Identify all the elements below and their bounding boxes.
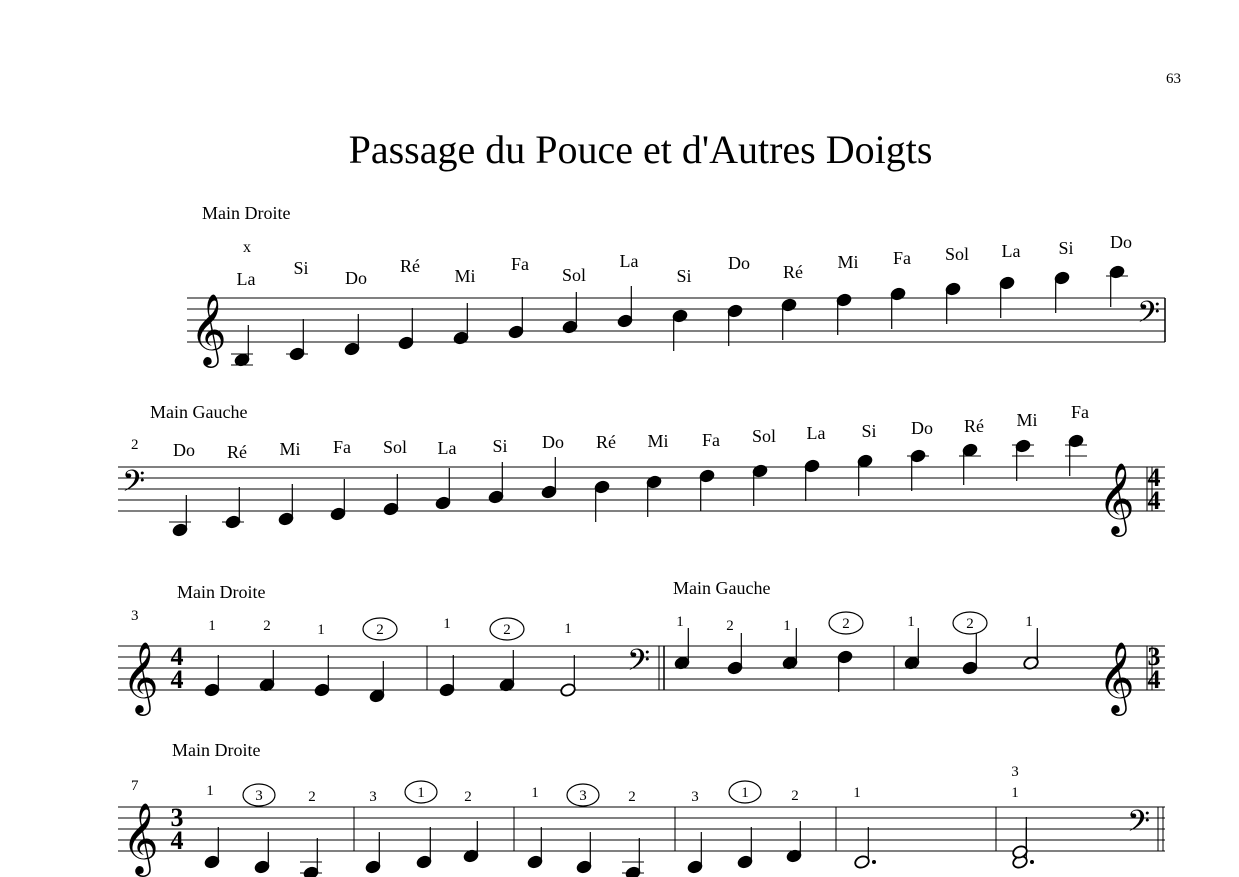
note-name-label: Ré — [783, 262, 803, 282]
fingering-number: 1 — [443, 616, 451, 632]
note — [1023, 628, 1040, 671]
note-name-label: Do — [911, 418, 933, 438]
note — [594, 479, 611, 522]
note — [622, 838, 644, 877]
note — [560, 655, 577, 698]
note-name-label: La — [236, 269, 256, 289]
note — [959, 442, 981, 485]
note — [907, 448, 929, 491]
note — [962, 633, 979, 676]
fingering-number: 2 — [726, 618, 734, 634]
note — [254, 832, 271, 875]
fingering-number: 2 — [263, 618, 271, 634]
fingering-number: 2 — [464, 789, 472, 805]
note-name-label: Si — [861, 421, 877, 441]
fingering-number: 3 — [691, 789, 699, 805]
fingering-number: 1 — [783, 618, 791, 634]
note-name-label: Fa — [702, 430, 720, 450]
fingering-number: 1 — [317, 622, 325, 638]
note — [398, 308, 415, 351]
note-name-label: Sol — [751, 426, 777, 446]
note — [488, 462, 505, 505]
hand-label: Main Droite — [172, 740, 261, 760]
fingering-number: 1 — [564, 621, 572, 637]
note — [463, 821, 480, 864]
staff-system-2 — [118, 467, 1165, 511]
staff-system-4 — [118, 807, 1165, 851]
measure-number: 2 — [131, 437, 139, 453]
note — [699, 468, 716, 511]
note — [727, 633, 744, 676]
note — [674, 628, 691, 671]
note — [499, 650, 516, 693]
note-name-label: La — [806, 423, 826, 443]
note-name-label: La — [1001, 241, 1021, 261]
note — [804, 458, 821, 501]
fingering-number: 1 — [208, 618, 216, 634]
note-name-label: Do — [345, 268, 367, 288]
note — [786, 821, 803, 864]
bass-clef-icon: 𝄢 — [122, 465, 146, 505]
note — [945, 281, 962, 324]
note — [416, 827, 433, 870]
note-name-label: Ré — [400, 256, 420, 276]
fingering-number: 2 — [308, 789, 316, 805]
time-signature-denominator: 4 — [1147, 665, 1161, 694]
note — [999, 275, 1016, 318]
note-name-label: Sol — [382, 437, 408, 457]
fingering-number: 1 — [907, 614, 915, 630]
note-name-label: Fa — [511, 254, 529, 274]
fingering-number: 3 — [579, 788, 587, 804]
hand-label: Main Gauche — [150, 402, 248, 422]
note-name-label: Ré — [227, 442, 247, 462]
time-signature-numerator: 3 — [1147, 642, 1161, 671]
note — [836, 292, 853, 335]
note — [222, 487, 244, 530]
note-name-label: La — [619, 251, 639, 271]
bass-clef-icon: 𝄢 — [1137, 296, 1161, 336]
note-name-label: Do — [1110, 232, 1132, 252]
note-name-label: Fa — [893, 248, 911, 268]
fingering-number: 1 — [417, 785, 425, 801]
time-signature-numerator: 4 — [1147, 463, 1161, 492]
fingering-number: 1 — [676, 614, 684, 630]
note — [837, 649, 854, 692]
note — [204, 827, 221, 870]
note-name-label: Fa — [333, 437, 351, 457]
treble-clef-icon: 𝄞 — [1098, 465, 1135, 533]
note — [727, 303, 744, 346]
note — [1012, 817, 1029, 860]
note-name-label: Do — [542, 432, 564, 452]
note-name-label: Si — [1058, 238, 1074, 258]
note — [365, 832, 382, 875]
bass-clef-icon: 𝄢 — [627, 644, 651, 684]
note-name-label: Sol — [561, 265, 587, 285]
note — [890, 286, 907, 329]
note — [737, 827, 754, 870]
time-signature-numerator: 3 — [170, 803, 184, 832]
above-mark: x — [243, 239, 251, 256]
fingering-number: 1 — [531, 785, 539, 801]
note — [904, 628, 921, 671]
page-title: Passage du Pouce et d'Autres Doigts — [348, 127, 933, 172]
treble-clef-icon: 𝄞 — [122, 644, 159, 712]
note — [1065, 433, 1087, 476]
note-name-label: Sol — [944, 244, 970, 264]
note — [617, 286, 634, 329]
note — [576, 832, 593, 875]
fingering-number: 2 — [376, 622, 384, 638]
note — [439, 655, 456, 698]
note-name-label: Fa — [1071, 402, 1089, 422]
note-name-label: Ré — [596, 432, 616, 452]
note — [259, 650, 276, 693]
note — [286, 319, 308, 362]
note-name-label: Mi — [454, 266, 476, 286]
note — [781, 297, 798, 340]
time-signature-denominator: 4 — [1147, 486, 1161, 515]
note-name-label: Si — [492, 436, 508, 456]
note — [508, 297, 525, 340]
fingering-number: 2 — [966, 616, 974, 632]
hand-label: Main Droite — [202, 203, 291, 223]
fingering-number: 2 — [842, 616, 850, 632]
measure-number: 7 — [131, 778, 139, 794]
hand-label: Main Droite — [177, 582, 266, 602]
fingering-number: 1 — [1025, 614, 1033, 630]
note — [383, 474, 400, 517]
note — [1106, 264, 1128, 307]
note — [204, 655, 221, 698]
fingering-number: 1 — [1011, 785, 1019, 801]
bass-clef-icon: 𝄢 — [1127, 805, 1151, 845]
fingering-number: 1 — [853, 785, 861, 801]
note — [672, 308, 689, 351]
note — [169, 495, 191, 538]
note — [366, 661, 388, 704]
note — [300, 838, 322, 877]
note — [854, 827, 876, 870]
page-number: 63 — [1166, 71, 1181, 87]
time-signature-denominator: 4 — [170, 826, 184, 855]
fingering-number: 3 — [369, 789, 377, 805]
note-name-label: Si — [293, 258, 309, 278]
fingering-number: 2 — [791, 788, 799, 804]
time-signature-numerator: 4 — [170, 642, 184, 671]
fingering-number: 2 — [628, 789, 636, 805]
note-name-label: Mi — [1016, 410, 1038, 430]
fingering-number: 3 — [255, 788, 263, 804]
fingering-number: 3 — [1011, 764, 1019, 780]
note-name-label: Ré — [964, 416, 984, 436]
treble-clef-icon: 𝄞 — [190, 296, 227, 364]
time-signature-denominator: 4 — [170, 665, 184, 694]
note — [1012, 438, 1034, 481]
note — [1054, 270, 1071, 313]
note-name-label: Si — [676, 266, 692, 286]
note — [857, 453, 874, 496]
dot — [872, 860, 876, 864]
note — [687, 832, 704, 875]
fingering-number: 1 — [206, 783, 214, 799]
fingering-number: 2 — [503, 622, 511, 638]
note-name-label: Do — [728, 253, 750, 273]
note-name-label: Mi — [837, 252, 859, 272]
hand-label: Main Gauche — [673, 578, 771, 598]
treble-clef-icon: 𝄞 — [122, 805, 159, 873]
note — [278, 484, 295, 527]
dot — [1030, 860, 1034, 864]
note — [314, 655, 331, 698]
note — [782, 628, 799, 671]
note-name-label: Mi — [647, 431, 669, 451]
fingering-number: 1 — [741, 785, 749, 801]
measure-number: 3 — [131, 608, 139, 624]
note-name-label: Do — [173, 440, 195, 460]
note — [527, 827, 544, 870]
treble-clef-icon: 𝄞 — [1098, 644, 1135, 712]
note-name-label: Mi — [279, 439, 301, 459]
note-name-label: La — [437, 438, 457, 458]
